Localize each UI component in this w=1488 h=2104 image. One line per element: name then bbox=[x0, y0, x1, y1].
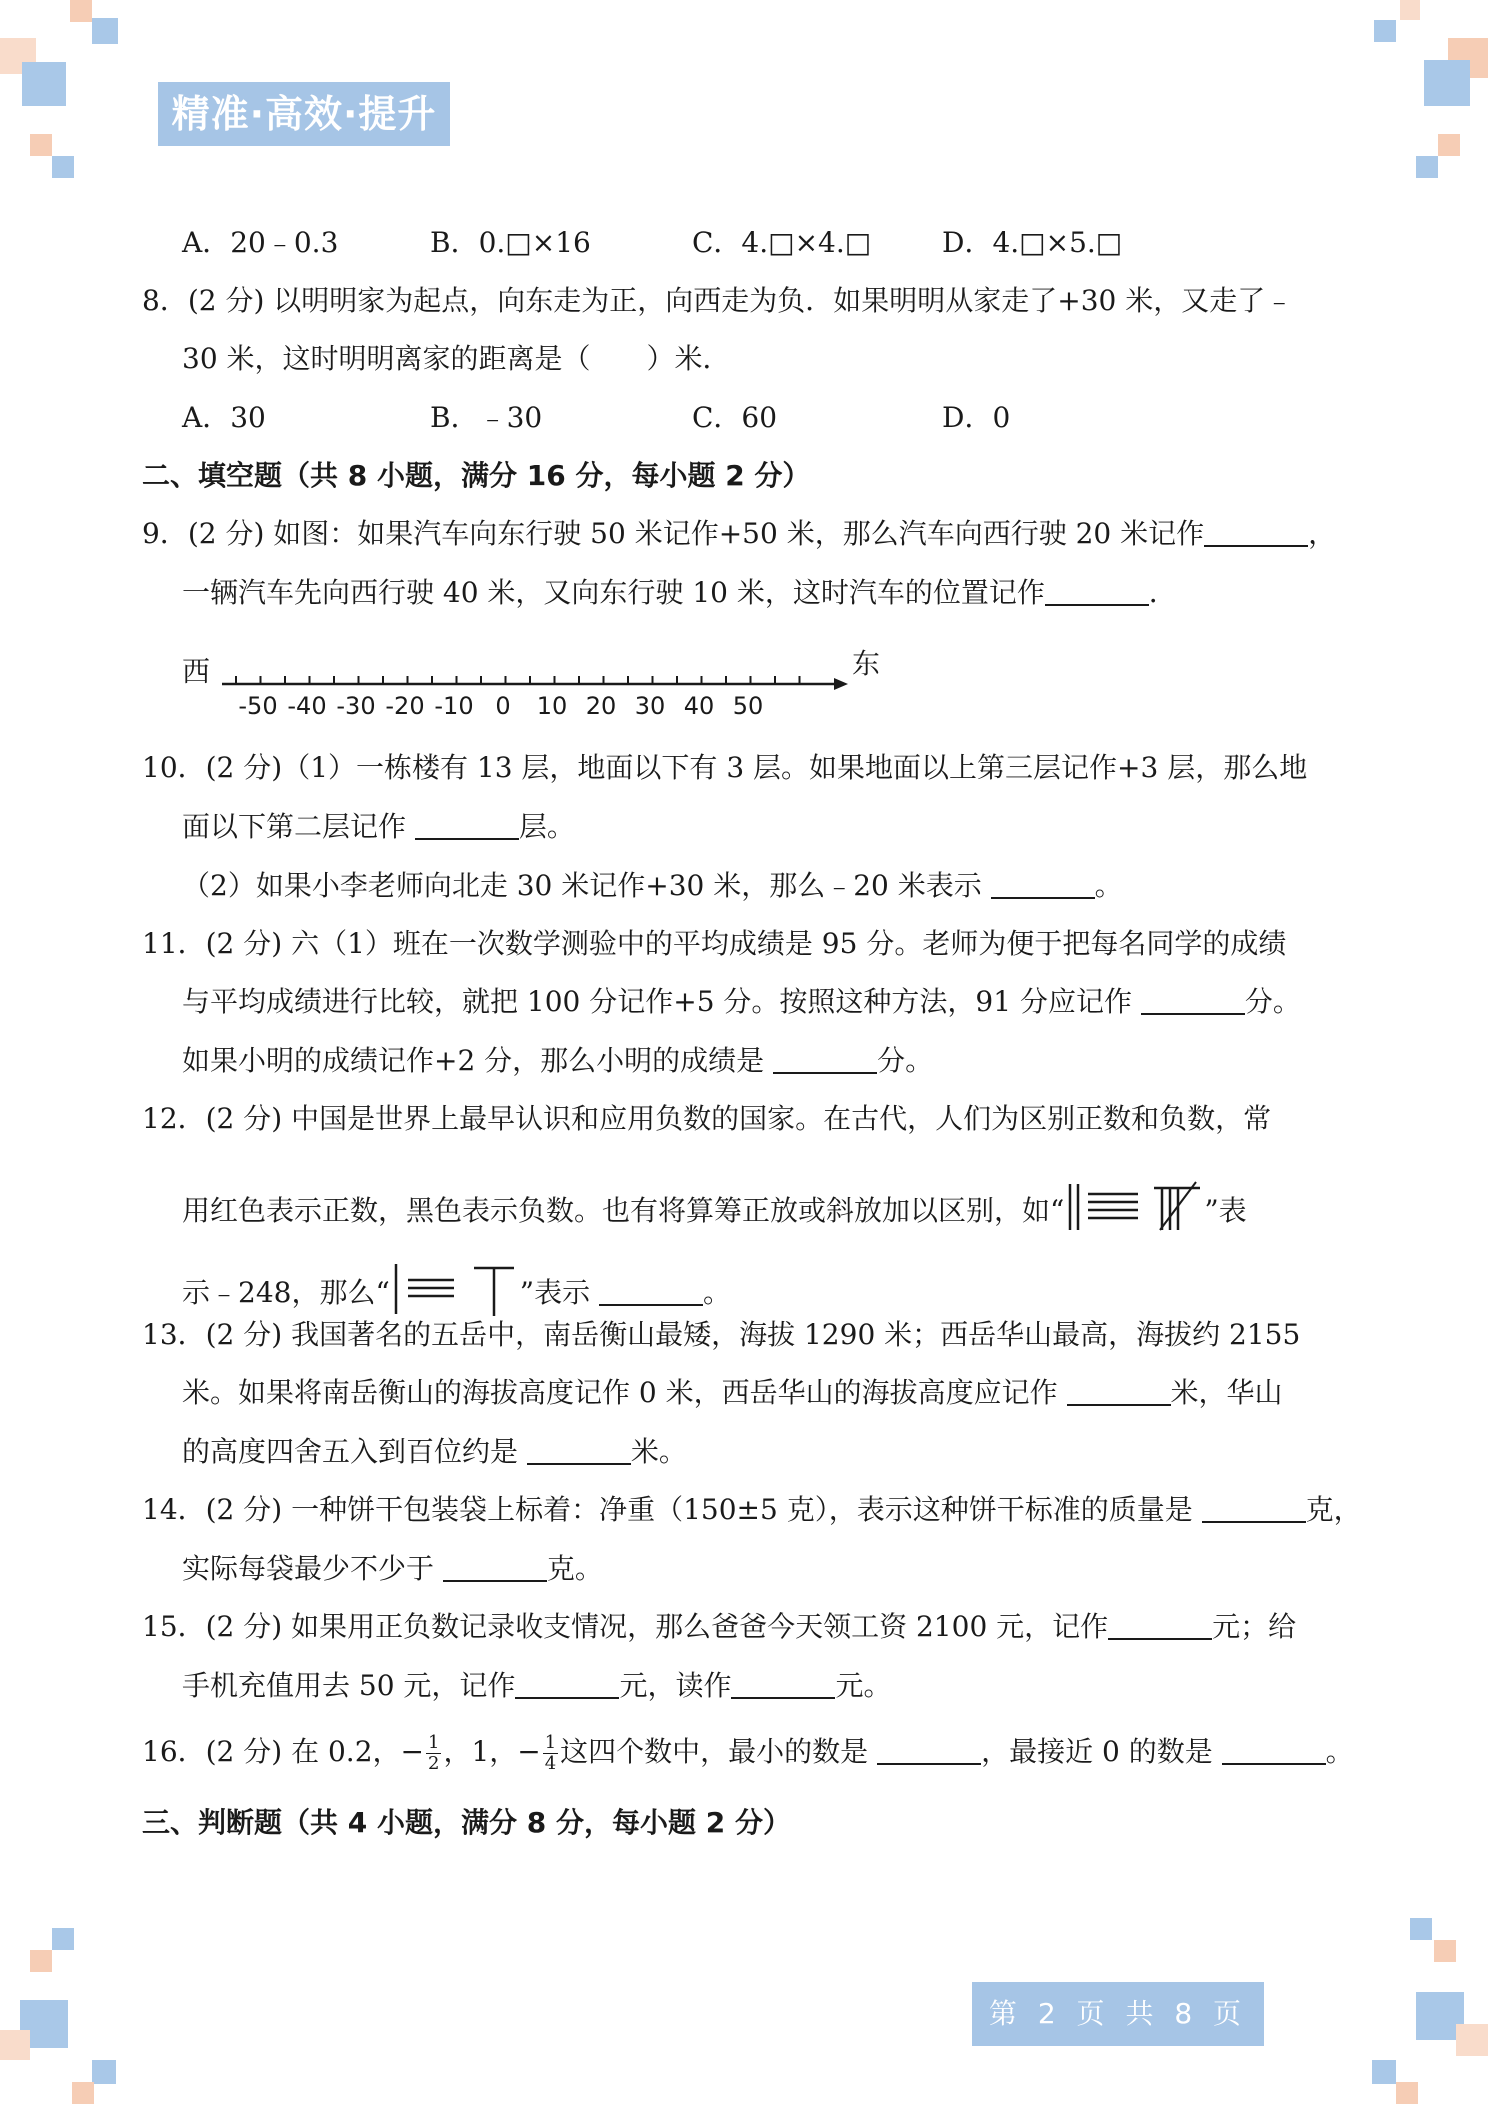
fraction-numerator: 1 bbox=[427, 1732, 440, 1753]
q13-line1: 13．(2 分) 我国著名的五岳中，南岳衡山最矮，海拔 1290 米；西岳华山最高，海拔约 2155 bbox=[142, 1318, 1301, 1351]
q8-line1: 8．(2 分) 以明明家为起点，向东走为正，向西走为负．如果明明从家走了+30 米，又走了﹣ bbox=[142, 284, 1294, 317]
q12-line2 bbox=[182, 1180, 1247, 1234]
q13-text2a: 米。如果将南岳衡山的海拔高度记作 0 米，西岳华山的海拔高度应记作 bbox=[182, 1376, 1067, 1409]
q10-line3 bbox=[182, 866, 1123, 906]
q7-option-c: C．4.□×4.□ bbox=[692, 226, 872, 259]
q14-text2a: 实际每袋最少不少于 bbox=[182, 1552, 443, 1585]
fraction-one-quarter bbox=[543, 1733, 558, 1774]
q11-line3 bbox=[182, 1041, 933, 1081]
q11-text2a: 与平均成绩进行比较，就把 100 分记作+5 分。按照这种方法，91 分应记作 bbox=[182, 985, 1141, 1018]
deco-square bbox=[1416, 156, 1438, 178]
west-label: 西 bbox=[182, 655, 211, 688]
q15-text2a: 手机充值用去 50 元，记作 bbox=[182, 1669, 516, 1702]
q11-text3b: 分。 bbox=[877, 1044, 934, 1077]
q12-line1: 12．(2 分) 中国是世界上最早认识和应用负数的国家。在古代，人们为区别正数和负数，常 bbox=[142, 1102, 1272, 1135]
q7-option-b: B．0.□×16 bbox=[430, 226, 591, 259]
q13-text3b: 米。 bbox=[630, 1435, 687, 1468]
q9-line2 bbox=[182, 573, 1177, 613]
q16-text-d: ，最接近 0 的数是 bbox=[981, 1735, 1222, 1768]
answer-blank bbox=[991, 867, 1095, 899]
answer-blank bbox=[731, 1667, 835, 1699]
q8-option-b: B．﹣30 bbox=[430, 401, 543, 434]
deco-square bbox=[52, 156, 74, 178]
deco-square bbox=[30, 134, 52, 156]
number-line-tick-label: -50 bbox=[238, 692, 278, 720]
answer-blank bbox=[415, 808, 519, 840]
q10-text2b: 层。 bbox=[518, 810, 575, 843]
q15-line1 bbox=[142, 1607, 1296, 1647]
deco-square bbox=[72, 2082, 94, 2104]
q16-text-b: ，1，− bbox=[443, 1735, 541, 1768]
answer-blank bbox=[877, 1733, 981, 1765]
q16-line bbox=[142, 1732, 1354, 1774]
answer-blank bbox=[1202, 1491, 1306, 1523]
q12-text3b: ”表示 bbox=[519, 1276, 599, 1309]
q8-line2: 30 米，这时明明离家的距离是（ ）米． bbox=[182, 342, 731, 375]
page-number: 第 2 页 共 8 页 bbox=[972, 1982, 1264, 2046]
deco-square bbox=[22, 62, 66, 106]
q9-text2-end: ． bbox=[1148, 576, 1177, 609]
q11-text3a: 如果小明的成绩记作+2 分，那么小明的成绩是 bbox=[182, 1044, 774, 1077]
q16-text-a: 16．(2 分) 在 0.2，− bbox=[142, 1735, 424, 1768]
q12-line3 bbox=[182, 1262, 731, 1318]
q11-line1: 11．(2 分) 六（1）班在一次数学测验中的平均成绩是 95 分。老师为便于把每名同学的成绩 bbox=[142, 927, 1287, 960]
q13-line3 bbox=[182, 1432, 687, 1472]
number-line-figure bbox=[176, 636, 896, 736]
q14-text2b: 克。 bbox=[546, 1552, 603, 1585]
q12-text3a: 示﹣248，那么“ bbox=[182, 1276, 390, 1309]
deco-square bbox=[1400, 0, 1420, 20]
q8-option-d: D．0 bbox=[942, 401, 1011, 434]
deco-square bbox=[1410, 1918, 1432, 1940]
answer-blank bbox=[1141, 983, 1245, 1015]
q15-text2b: 元，读作 bbox=[619, 1669, 732, 1702]
q14-line1 bbox=[142, 1490, 1362, 1530]
number-line-axis bbox=[176, 636, 896, 696]
q15-text1a: 15．(2 分) 如果用正负数记录收支情况，那么爸爸今天领工资 2100 元，记作 bbox=[142, 1610, 1109, 1643]
q14-line2 bbox=[182, 1549, 603, 1589]
deco-square bbox=[1396, 2082, 1418, 2104]
q13-text2b: 米，华山 bbox=[1170, 1376, 1283, 1409]
q9-line1 bbox=[142, 514, 1336, 554]
q10-line1: 10．(2 分)（1）一栋楼有 13 层，地面以下有 3 层。如果地面以上第三层记作+3 层，那么地 bbox=[142, 751, 1308, 784]
q7-option-d: D．4.□×5.□ bbox=[942, 226, 1123, 259]
brand-banner: 精准·高效·提升 bbox=[158, 82, 450, 146]
number-line-tick-label: 50 bbox=[732, 692, 764, 720]
answer-blank bbox=[1067, 1374, 1171, 1406]
fraction-one-half bbox=[426, 1733, 441, 1774]
q13-line2 bbox=[182, 1373, 1283, 1413]
answer-blank bbox=[515, 1667, 619, 1699]
number-line-tick-label: -40 bbox=[287, 692, 327, 720]
q7-option-a: A．20﹣0.3 bbox=[182, 226, 339, 259]
answer-blank bbox=[1045, 574, 1149, 606]
q15-text1b: 元；给 bbox=[1212, 1610, 1297, 1643]
answer-blank bbox=[1108, 1608, 1212, 1640]
section-2-heading: 二、填空题（共 8 小题，满分 16 分，每小题 2 分） bbox=[142, 459, 811, 492]
q14-text1b: 克， bbox=[1305, 1493, 1362, 1526]
q12-text3c: 。 bbox=[702, 1276, 731, 1309]
answer-blank bbox=[1222, 1733, 1326, 1765]
q14-text1a: 14．(2 分) 一种饼干包装袋上标着：净重（150±5 克），表示这种饼干标准的质量是 bbox=[142, 1493, 1202, 1526]
q11-text2b: 分。 bbox=[1244, 985, 1301, 1018]
fraction-denominator: 2 bbox=[427, 1753, 440, 1774]
deco-square bbox=[52, 1928, 74, 1950]
answer-blank bbox=[1204, 515, 1308, 547]
counting-rods-248-icon bbox=[1064, 1180, 1204, 1234]
fraction-numerator: 1 bbox=[544, 1732, 557, 1753]
number-line-tick-label: -20 bbox=[385, 692, 425, 720]
number-line-tick-label: 40 bbox=[683, 692, 715, 720]
q8-option-a: A．30 bbox=[182, 401, 266, 434]
number-line-tick-label: 0 bbox=[495, 692, 511, 720]
deco-square bbox=[70, 0, 92, 22]
number-line-tick-label: 30 bbox=[634, 692, 666, 720]
deco-square bbox=[1456, 2024, 1488, 2056]
q8-option-c: C．60 bbox=[692, 401, 778, 434]
answer-blank bbox=[773, 1042, 877, 1074]
deco-square bbox=[30, 1950, 52, 1972]
deco-square bbox=[1438, 134, 1460, 156]
deco-square bbox=[1434, 1940, 1456, 1962]
q10-line2 bbox=[182, 807, 575, 847]
answer-blank bbox=[599, 1274, 703, 1306]
deco-square bbox=[92, 2060, 116, 2084]
east-label: 东 bbox=[852, 647, 881, 680]
number-line-tick-label: 20 bbox=[585, 692, 617, 720]
q10-text3b: 。 bbox=[1094, 869, 1123, 902]
number-line-tick-label: 10 bbox=[536, 692, 568, 720]
q10-text3a: （2）如果小李老师向北走 30 米记作+30 米，那么﹣20 米表示 bbox=[182, 869, 991, 902]
q9-text1: 9．(2 分) 如图：如果汽车向东行驶 50 米记作+50 米，那么汽车向西行驶 20 米记作 bbox=[142, 517, 1205, 550]
q12-text2b: ”表 bbox=[1204, 1194, 1247, 1227]
fraction-denominator: 4 bbox=[544, 1753, 557, 1774]
deco-square bbox=[92, 18, 118, 44]
q10-text2a: 面以下第二层记作 bbox=[182, 810, 415, 843]
deco-square bbox=[1372, 2060, 1396, 2084]
q9-text2: 一辆汽车先向西行驶 40 米，又向东行驶 10 米，这时汽车的位置记作 bbox=[182, 576, 1045, 609]
q15-line2 bbox=[182, 1666, 891, 1706]
q11-line2 bbox=[182, 982, 1301, 1022]
section-3-heading: 三、判断题（共 4 小题，满分 8 分，每小题 2 分） bbox=[142, 1806, 791, 1839]
answer-blank bbox=[443, 1550, 547, 1582]
q9-text1-end: ， bbox=[1308, 517, 1337, 550]
q15-text2c: 元。 bbox=[835, 1669, 892, 1702]
number-line-tick-label: -30 bbox=[336, 692, 376, 720]
q16-text-c: 这四个数中，最小的数是 bbox=[560, 1735, 878, 1768]
q16-text-e: 。 bbox=[1325, 1735, 1354, 1768]
deco-square bbox=[1374, 20, 1396, 42]
number-line-tick-label: -10 bbox=[434, 692, 474, 720]
answer-blank bbox=[527, 1433, 631, 1465]
deco-square bbox=[0, 2030, 30, 2060]
deco-square bbox=[1424, 60, 1470, 106]
q13-text3a: 的高度四舍五入到百位约是 bbox=[182, 1435, 527, 1468]
q12-text2a: 用红色表示正数，黑色表示负数。也有将算筹正放或斜放加以区别，如“ bbox=[182, 1194, 1065, 1227]
counting-rods-question-icon bbox=[390, 1262, 520, 1318]
